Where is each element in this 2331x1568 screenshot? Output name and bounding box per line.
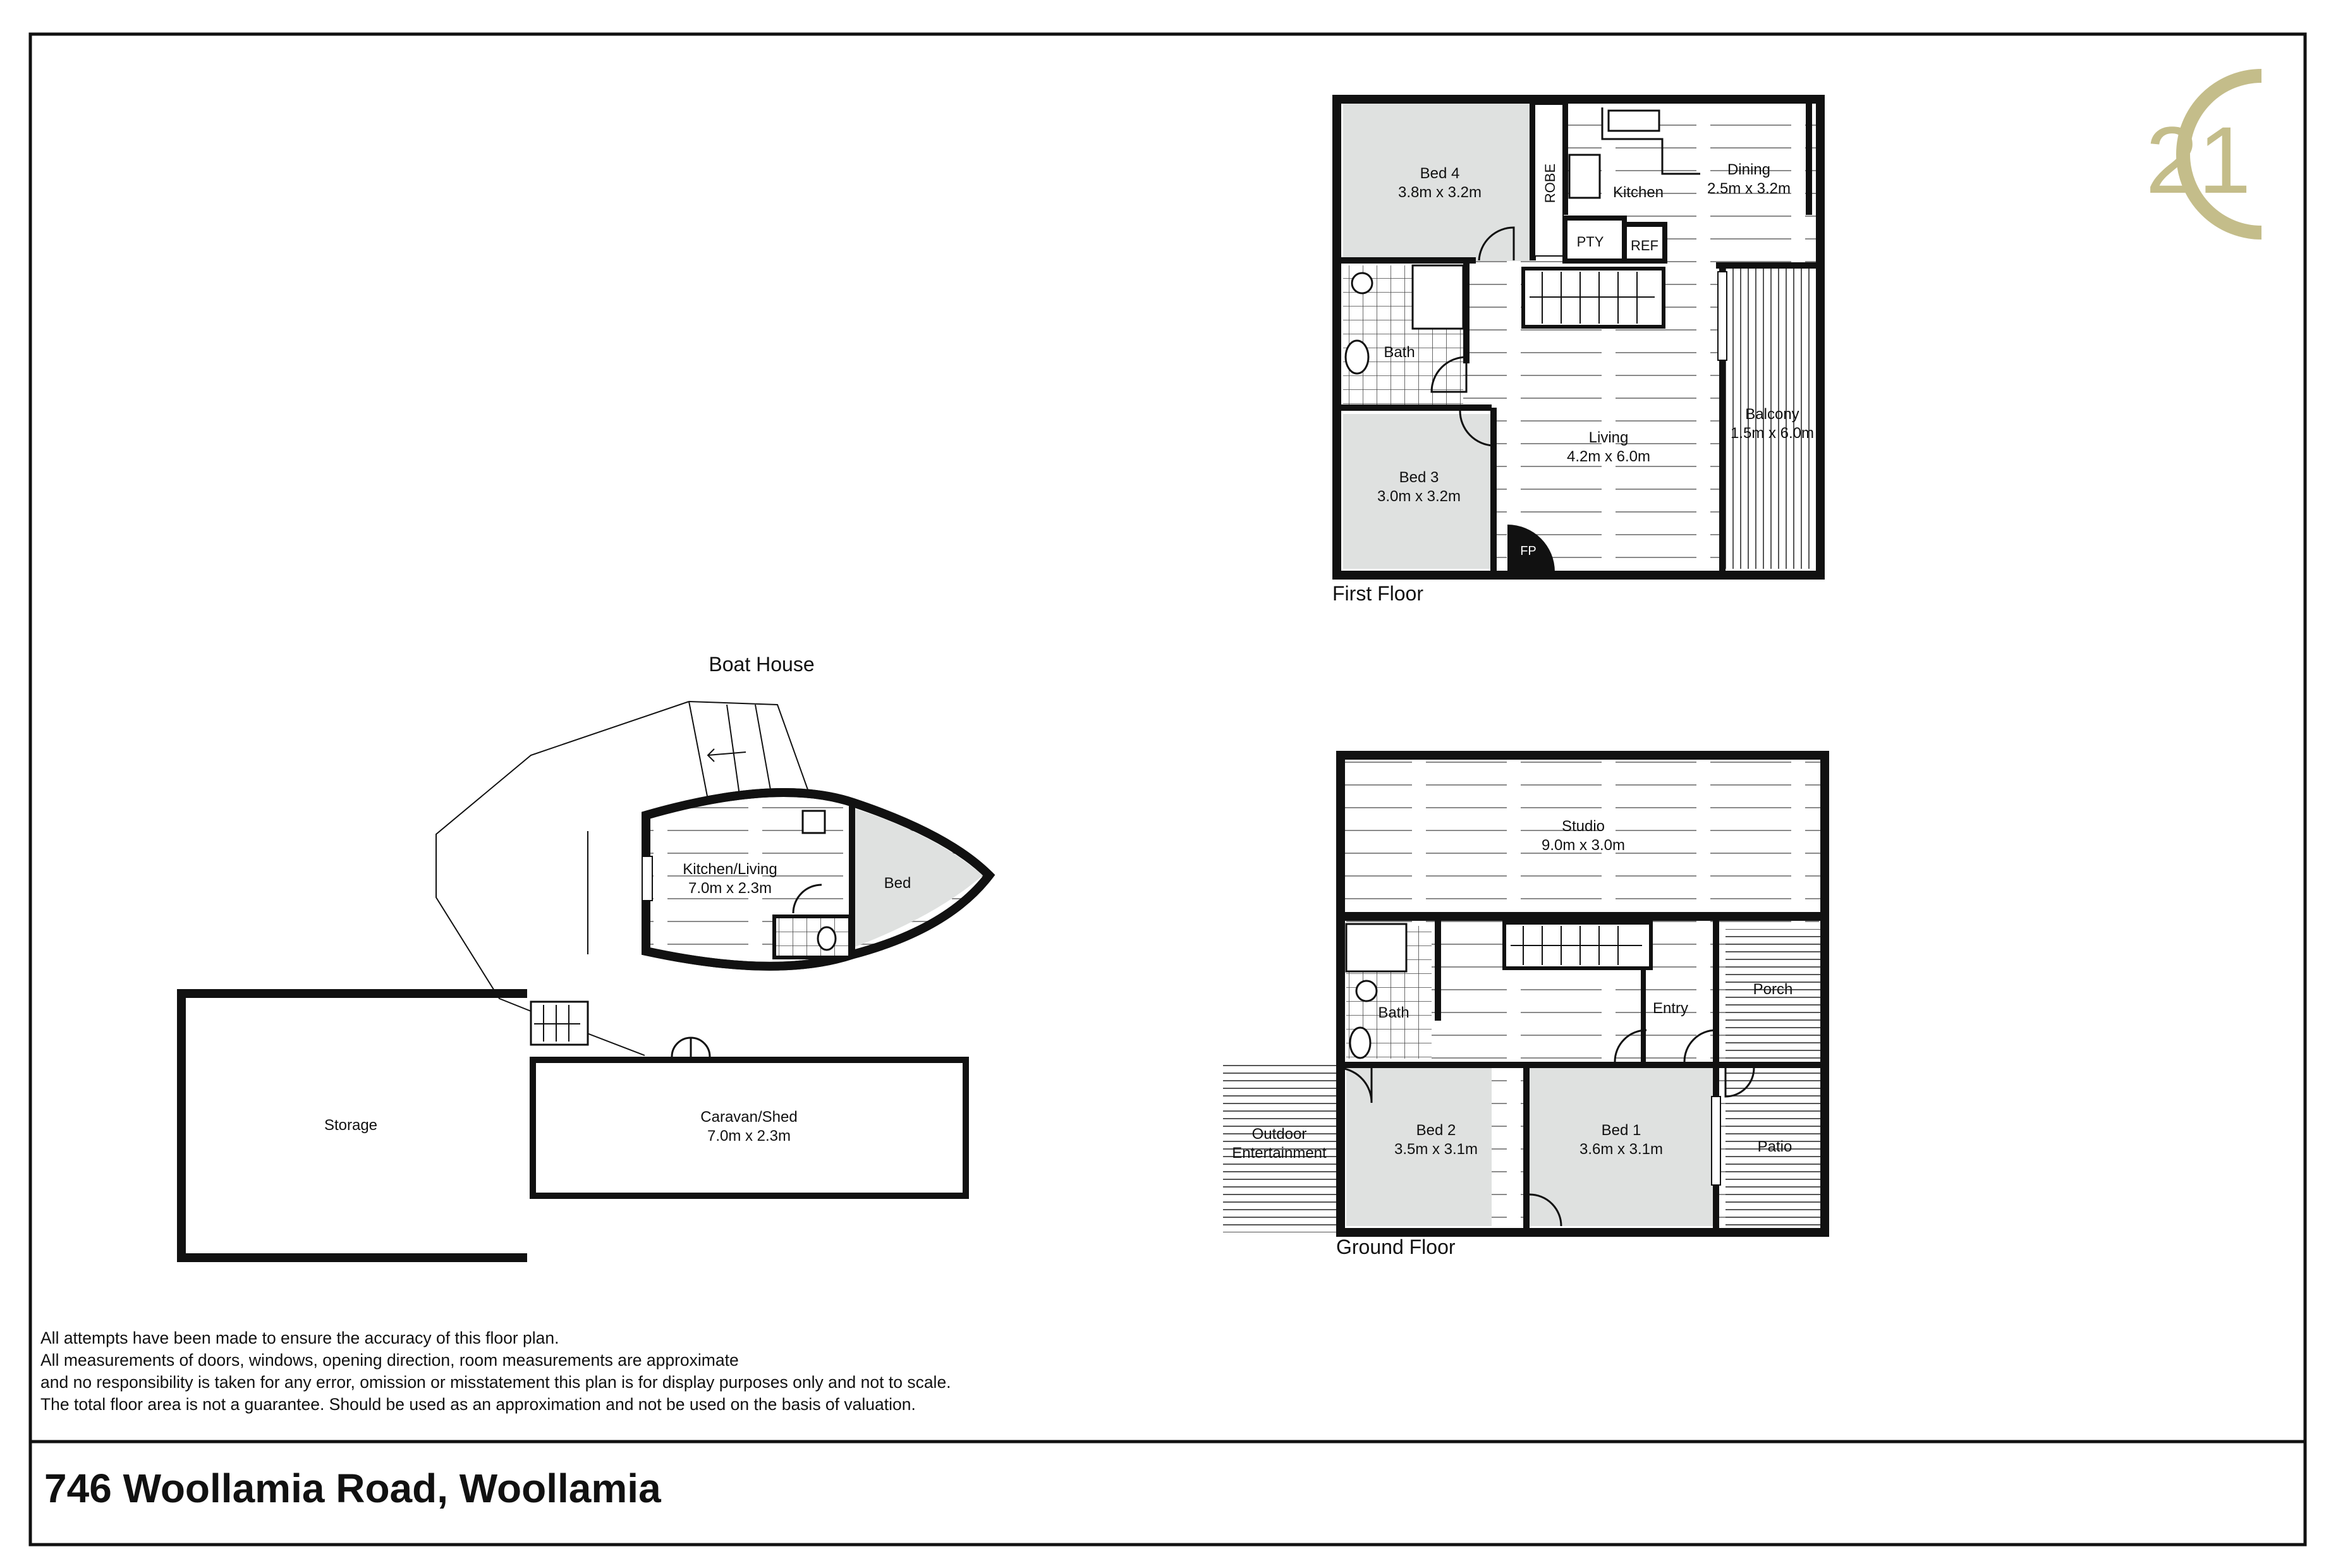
- ground-bath-label: Bath: [1378, 1004, 1409, 1021]
- balcony-size: 1.5m x 6.0m: [1730, 425, 1815, 442]
- disclaimer-line: All measurements of doors, windows, opening direction, room measurements are approximate: [40, 1351, 739, 1370]
- fridge-label: REF: [1631, 238, 1658, 253]
- ground-floor-title: Ground Floor: [1336, 1236, 1456, 1258]
- boat-house-plan: [181, 653, 989, 1258]
- bed1-label: Bed 1: [1601, 1122, 1641, 1139]
- dining-label: Dining: [1727, 161, 1771, 178]
- disclaimer-line: and no responsibility is taken for any error, omission or misstatement this plan is for display purposes only and not to scale.: [40, 1373, 951, 1392]
- boat-house-title: Boat House: [709, 653, 815, 676]
- logo-text: 21: [2145, 107, 2251, 213]
- caravan-label: Caravan/Shed: [700, 1109, 798, 1126]
- boat-bed-label: Bed: [884, 875, 911, 892]
- disclaimer-line: All attempts have been made to ensure the accuracy of this floor plan.: [40, 1328, 559, 1347]
- bed3-label: Bed 3: [1399, 469, 1439, 486]
- caravan-size: 7.0m x 2.3m: [707, 1127, 791, 1145]
- bed3-size: 3.0m x 3.2m: [1377, 488, 1461, 505]
- outdoor-label-line1: Outdoor: [1251, 1126, 1307, 1143]
- first-floor-plan: [1332, 99, 1820, 605]
- pantry-label: PTY: [1576, 234, 1604, 250]
- disclaimer-line: The total floor area is not a guarantee. Should be used as an approximation and not be used on the basis of valuation.: [40, 1395, 916, 1414]
- ground-floor-plan: [1223, 755, 1825, 1258]
- entry-label: Entry: [1652, 1000, 1689, 1017]
- century21-logo: [2146, 76, 2261, 233]
- first-bath-label: Bath: [1384, 344, 1415, 361]
- disclaimer: [40, 1327, 1241, 1416]
- bed1-size: 3.6m x 3.1m: [1579, 1141, 1664, 1158]
- robe-label: ROBE: [1542, 163, 1558, 204]
- fireplace-label: FP: [1520, 544, 1537, 558]
- storage-label: Storage: [324, 1117, 378, 1134]
- boat-kitchen-label: Kitchen/Living: [683, 861, 777, 878]
- patio-label: Patio: [1757, 1138, 1792, 1155]
- boat-kitchen-size: 7.0m x 2.3m: [688, 880, 772, 897]
- dining-size: 2.5m x 3.2m: [1707, 180, 1791, 197]
- studio-size: 9.0m x 3.0m: [1541, 837, 1626, 854]
- balcony-label: Balcony: [1745, 406, 1799, 423]
- bed2-label: Bed 2: [1416, 1122, 1456, 1139]
- property-address: 746 Woollamia Road, Woollamia: [44, 1466, 661, 1511]
- first-floor-title: First Floor: [1332, 582, 1423, 605]
- bed2-size: 3.5m x 3.1m: [1394, 1141, 1478, 1158]
- living-label: Living: [1588, 429, 1629, 446]
- studio-label: Studio: [1561, 818, 1605, 835]
- bed4-label: Bed 4: [1420, 165, 1460, 182]
- bed4-size: 3.8m x 3.2m: [1397, 184, 1482, 201]
- kitchen-label: Kitchen: [1612, 184, 1664, 201]
- porch-label: Porch: [1753, 981, 1793, 998]
- outdoor-label-line2: Entertainment: [1232, 1145, 1327, 1162]
- living-size: 4.2m x 6.0m: [1566, 448, 1651, 465]
